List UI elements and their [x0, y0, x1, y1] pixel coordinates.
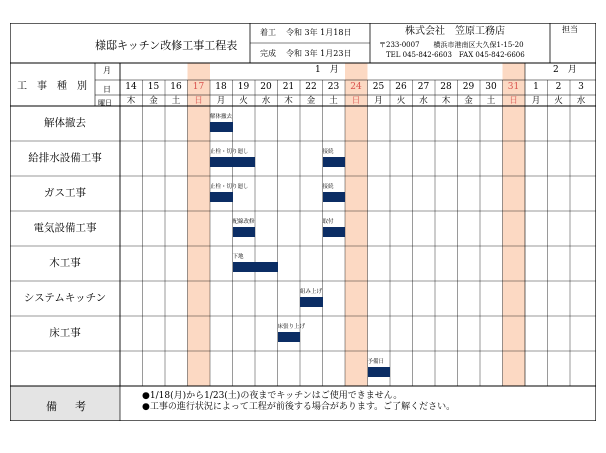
tantou-label: 担当	[562, 25, 578, 34]
start-date: 令和 3年 1月18日	[286, 28, 352, 37]
schedule-bar	[278, 332, 301, 342]
weekday: 木	[441, 95, 451, 106]
weekday: 金	[306, 95, 316, 106]
day-number: 20	[260, 82, 272, 92]
sunday-month-cell	[503, 63, 526, 80]
schedule-bar	[323, 192, 346, 202]
sunday-month-cell	[188, 63, 211, 80]
bar-label: 配線改修	[232, 218, 255, 225]
day-number: 16	[170, 82, 182, 92]
day-number: 18	[215, 82, 227, 92]
weekday: 日	[509, 95, 518, 106]
weekday: 木	[284, 95, 293, 106]
weekday: 日	[194, 95, 203, 106]
day-number: 21	[282, 82, 295, 92]
day-number: 22	[305, 82, 317, 92]
end-label: 完成	[260, 49, 276, 58]
day-number: 27	[417, 82, 430, 92]
schedule-bar	[210, 192, 233, 202]
weekday: 火	[396, 95, 406, 106]
category-header: 工 事 種 別	[17, 81, 87, 92]
weekday: 水	[576, 95, 586, 106]
bar-label: 接続	[322, 183, 334, 190]
weekday: 金	[149, 95, 158, 106]
day-number: 25	[372, 82, 385, 92]
schedule-bar	[323, 227, 346, 237]
sunday-column	[503, 80, 526, 386]
weekday: 金	[464, 95, 473, 106]
bar-label: 床張り上げ	[277, 323, 306, 330]
schedule-bar	[300, 297, 323, 307]
day-number: 29	[462, 82, 475, 92]
bar-label: 接続	[322, 148, 334, 155]
schedule-bar	[210, 122, 233, 132]
day-number: 23	[327, 82, 340, 92]
schedule-bar	[368, 367, 391, 377]
weekday: 月	[374, 95, 383, 106]
task-category: 解体撤去	[44, 116, 86, 129]
bar-label: 解体撤去	[210, 113, 233, 120]
month-row-label: 月	[103, 66, 111, 75]
task-category: ガス工事	[44, 186, 86, 199]
weekday: 月	[216, 95, 226, 106]
day-number: 26	[395, 82, 407, 92]
task-category: 給排水設備工事	[28, 151, 102, 164]
month-january: 1 月	[315, 65, 339, 75]
company-address: 〒233-0007 横浜市港南区大久保1-15-20	[379, 41, 524, 49]
day-number: 31	[507, 82, 520, 92]
schedule-sheet	[10, 23, 596, 421]
bar-label: 予備日	[367, 358, 385, 365]
month-february: 2 月	[553, 65, 577, 75]
sunday-month-cell	[345, 63, 368, 80]
day-number: 14	[125, 82, 137, 92]
task-category: 木工事	[49, 256, 81, 269]
day-number: 2	[555, 82, 562, 92]
weekday: 火	[239, 95, 248, 106]
weekday-row-label: 曜日	[98, 99, 112, 107]
day-number: 19	[237, 82, 250, 92]
weekday: 日	[351, 95, 361, 106]
end-date: 令和 3年 1月23日	[286, 49, 352, 58]
bar-label: 止栓・切り廻し	[210, 148, 249, 155]
weekday: 月	[531, 95, 541, 106]
day-number: 1	[533, 82, 539, 92]
day-number: 3	[578, 82, 584, 92]
task-category: 床工事	[49, 326, 81, 339]
day-number: 15	[147, 82, 160, 92]
weekday: 水	[261, 95, 271, 106]
weekday: 火	[554, 95, 563, 106]
weekday: 木	[126, 95, 136, 106]
document-title: 様邸キッチン改修工事工程表	[95, 39, 238, 52]
day-number: 30	[485, 82, 497, 92]
remark-line-2: ●工事の進行状況によって工程が前後する場合があります。ご了解ください。	[142, 402, 456, 412]
sunday-column	[188, 80, 211, 386]
day-number: 24	[350, 82, 362, 92]
bar-label: 取付	[322, 218, 334, 225]
weekday: 水	[419, 95, 428, 106]
company-contact: TEL 045-842-6603 FAX 045-842-6606	[386, 51, 525, 59]
task-category: システムキッチン	[23, 291, 107, 304]
day-number: 28	[440, 82, 452, 92]
bar-label: 下地	[232, 253, 244, 260]
bar-label: 組み上げ	[300, 288, 323, 295]
day-row-label: 日	[103, 85, 111, 94]
remarks-label: 備考	[46, 400, 104, 413]
schedule-bar	[323, 157, 346, 167]
weekday: 土	[329, 95, 338, 106]
weekday: 土	[486, 95, 496, 106]
bar-label: 止栓・切り廻し	[210, 183, 249, 190]
start-label: 着工	[260, 28, 276, 37]
remark-line-1: ●1/18(月)から1/23(土)の夜までキッチンはご使用できません。	[142, 391, 403, 401]
schedule-bar	[210, 157, 255, 167]
schedule-bar	[233, 262, 278, 272]
sunday-column	[345, 80, 368, 386]
company-name: 株式会社 笠原工務店	[405, 26, 505, 37]
task-category: 電気設備工事	[33, 221, 97, 234]
schedule-bar	[233, 227, 256, 237]
day-number: 17	[192, 82, 205, 92]
weekday: 土	[171, 95, 181, 106]
